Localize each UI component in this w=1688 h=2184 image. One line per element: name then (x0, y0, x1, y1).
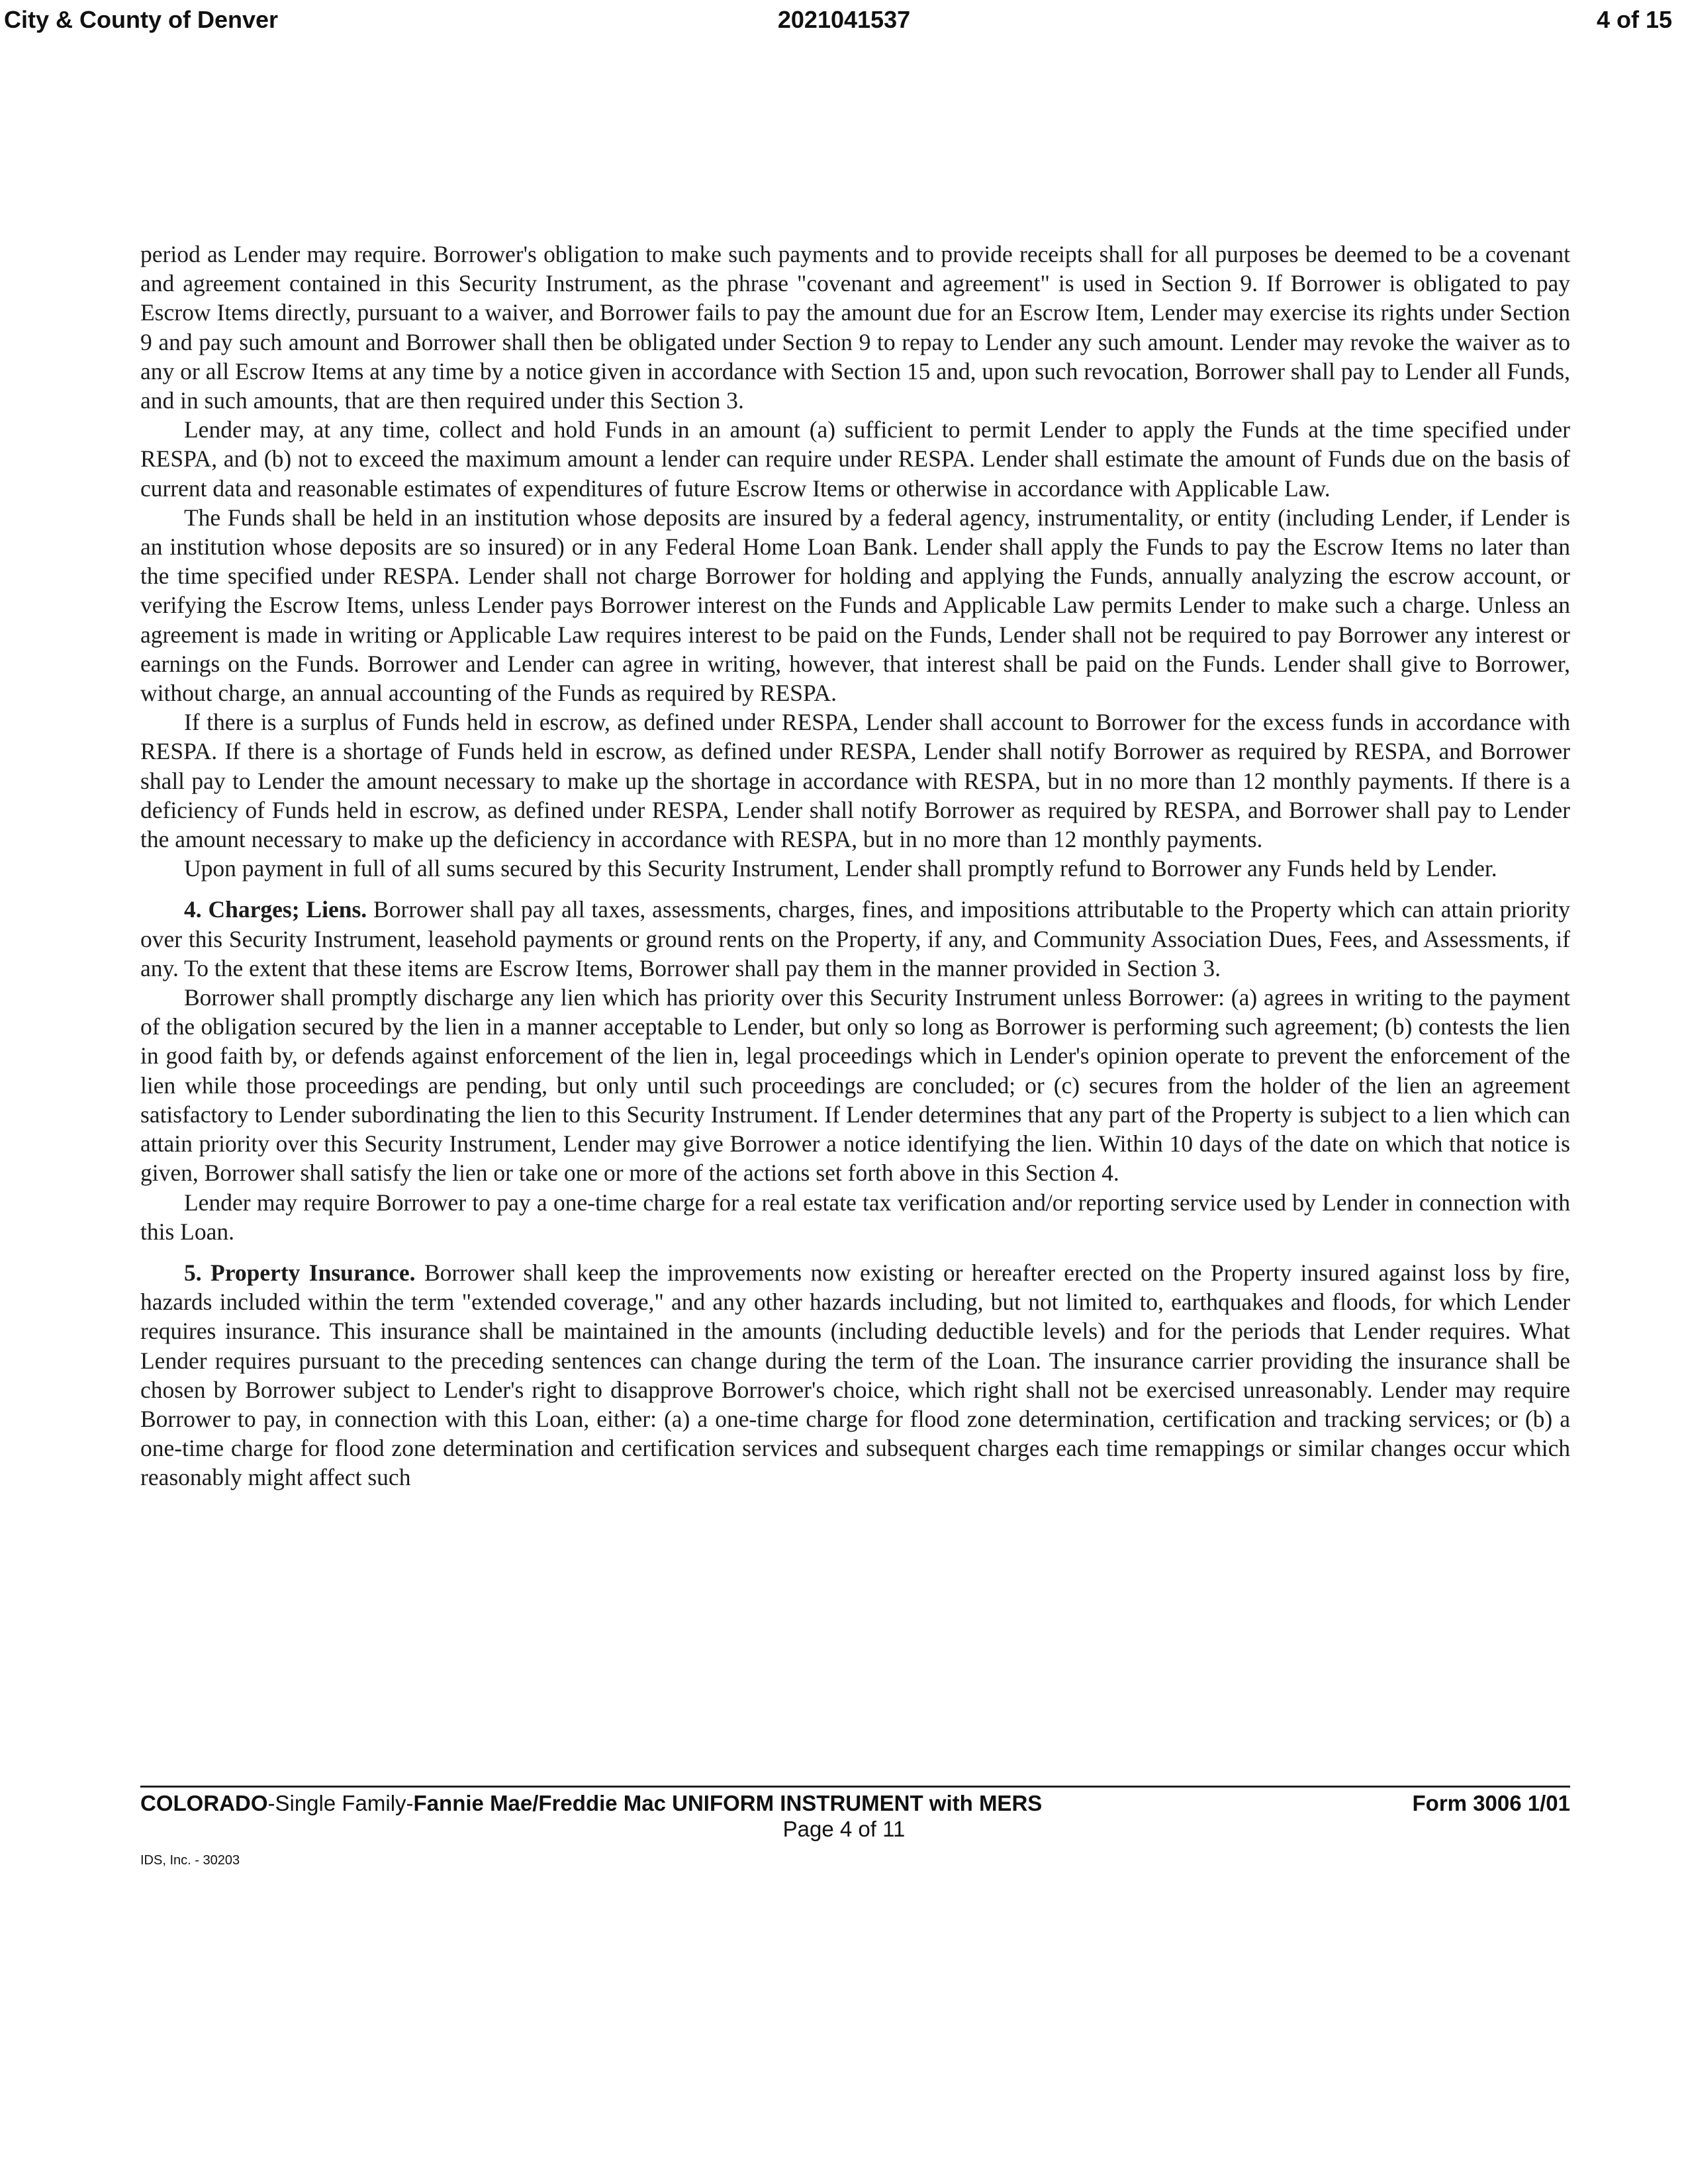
paragraph-collect-funds: Lender may, at any time, collect and hold Funds in an amount (a) sufficient to permit Lender to apply the Funds at the time specified under RESPA, and (b) not to exceed the maximum amount a lender can require under RESPA. Lender shall estimate the amount of Funds due on the basis of current data and reasonable estimates of expenditures of future Escrow Items or otherwise in accordance with Applicable Law. (140, 416, 1570, 502)
paragraph-refund: Upon payment in full of all sums secured by this Security Instrument, Lender shall promptly refund to Borrower any Funds held by Lender. (184, 855, 1497, 882)
paragraph-discharge-lien: Borrower shall promptly discharge any lien which has priority over this Security Instrument unless Borrower: (a) agrees in writing to the payment of the obligation secured by the lien in a manner acceptable to Lender, but only so long as Borrower is performing such agreement; (b) contests the lien in good faith by, or defends against enforcement of the lien in, legal proceedings which in Lender's opinion operate to prevent the enforcement of the lien while those proceedings are pending, but only until such proceedings are concluded; or (c) secures from the holder of the lien an agreement satisfactory to Lender subordinating the lien to this Security Instrument. If Lender determines that any part of the Property is subject to a lien which can attain priority over this Security Instrument, Lender may give Borrower a notice identifying the lien. Within 10 days of the date on which that notice is given, Borrower shall satisfy the lien or take one or more of the actions set forth above in this Section 4. (140, 984, 1570, 1187)
recording-page-count: 4 of 15 (1596, 6, 1672, 33)
paragraph-escrow-continuation: period as Lender may require. Borrower's obligation to make such payments and to provide receipts shall for all purposes be deemed to be a covenant and agreement contained in this Security Instrument, as the phrase "covenant and agreement" is used in Section 9. If Borrower is obligated to pay Escrow Items directly, pursuant to a waiver, and Borrower fails to pay the amount due for an Escrow Item, Lender may exercise its rights under Section 9 and pay such amount and Borrower shall then be obligated under Section 9 to repay to Lender any such amount. Lender may revoke the waiver as to any or all Escrow Items at any time by a notice given in accordance with Section 15 and, upon such revocation, Borrower shall pay to Lender all Funds, and in such amounts, that are then required under this Section 3. (140, 241, 1570, 414)
section-4-heading: 4. Charges; Liens. (184, 896, 367, 923)
footer-type: -Single Family- (267, 1791, 414, 1815)
section-4-text: Borrower shall pay all taxes, assessments, charges, fines, and impositions attributable to the Property which can attain priority over this Security Instrument, leasehold payments or ground rents on the Property, if any, and Community Association Dues, Fees, and Assessments, if any. To the extent that these items are Escrow Items, Borrower shall pay them in the manner provided in Section 3. (140, 896, 1571, 981)
reception-number: 2021041537 (777, 6, 911, 33)
footer-state: COLORADO (140, 1791, 268, 1815)
section-5-text: Borrower shall keep the improvements now existing or hereafter erected on the Property insured against loss by fire, hazards included within the term "extended coverage," and any other hazards including, but not limited to, earthquakes and floods, for which Lender requires insurance. This insurance shall be maintained in the amounts (including deductible levels) and for the periods that Lender requires. What Lender requires pursuant to the preceding sentences can change during the term of the Loan. The insurance carrier providing the insurance shall be chosen by Borrower subject to Lender's right to disapprove Borrower's choice, which right shall not be exercised unreasonably. Lender may require Borrower to pay, in connection with this Loan, either: (a) a one-time charge for flood zone determination, certification and tracking services; or (b) a one-time charge for flood zone determination and certification services and subsequent charges each time remappings or similar changes occur which reasonably might affect such (140, 1259, 1571, 1491)
section-5-heading: 5. Property Insurance. (184, 1259, 416, 1286)
footer-divider (140, 1786, 1570, 1788)
section-4-charges-liens (140, 895, 1570, 983)
document-body (140, 240, 1570, 1492)
footer-page-number: Page 4 of 11 (782, 1817, 906, 1841)
paragraph-tax-verification: Lender may require Borrower to pay a one-time charge for a real estate tax verification and/or reporting service used by Lender in connection with this Loan. (140, 1189, 1570, 1245)
paragraph-funds-held: The Funds shall be held in an institution whose deposits are insured by a federal agency, instrumentality, or entity (including Lender, if Lender is an institution whose deposits are so insured) or in any Federal Home Loan Bank. Lender shall apply the Funds to pay the Escrow Items no later than the time specified under RESPA. Lender shall not charge Borrower for holding and applying the Funds, annually analyzing the escrow account, or verifying the Escrow Items, unless Lender pays Borrower interest on the Funds and Applicable Law permits Lender to make such a charge. Unless an agreement is made in writing or Applicable Law requires interest to be paid on the Funds, Lender shall not be required to pay Borrower any interest or earnings on the Funds. Borrower and Lender can agree in writing, however, that interest shall be paid on the Funds. Lender shall give to Borrower, without charge, an annual accounting of the Funds as required by RESPA. (140, 504, 1570, 707)
county-stamp: City & County of Denver (4, 6, 279, 33)
footer-instrument-title (140, 1790, 1042, 1817)
footer-instrument: Fannie Mae/Freddie Mac UNIFORM INSTRUMENT with MERS (413, 1791, 1043, 1815)
section-5-property-insurance (140, 1258, 1570, 1492)
footer-vendor-code: IDS, Inc. - 30203 (140, 1853, 240, 1868)
footer-form-number: Form 3006 1/01 (1412, 1791, 1570, 1815)
paragraph-surplus-shortage: If there is a surplus of Funds held in escrow, as defined under RESPA, Lender shall account to Borrower for the excess funds in accordance with RESPA. If there is a shortage of Funds held in escrow, as defined under RESPA, Lender shall notify Borrower as required by RESPA, and Borrower shall pay to Lender the amount necessary to make up the shortage in accordance with RESPA, but in no more than 12 monthly payments. If there is a deficiency of Funds held in escrow, as defined under RESPA, Lender shall notify Borrower as required by RESPA, and Borrower shall pay to Lender the amount necessary to make up the deficiency in accordance with RESPA, but in no more than 12 monthly payments. (140, 709, 1570, 853)
